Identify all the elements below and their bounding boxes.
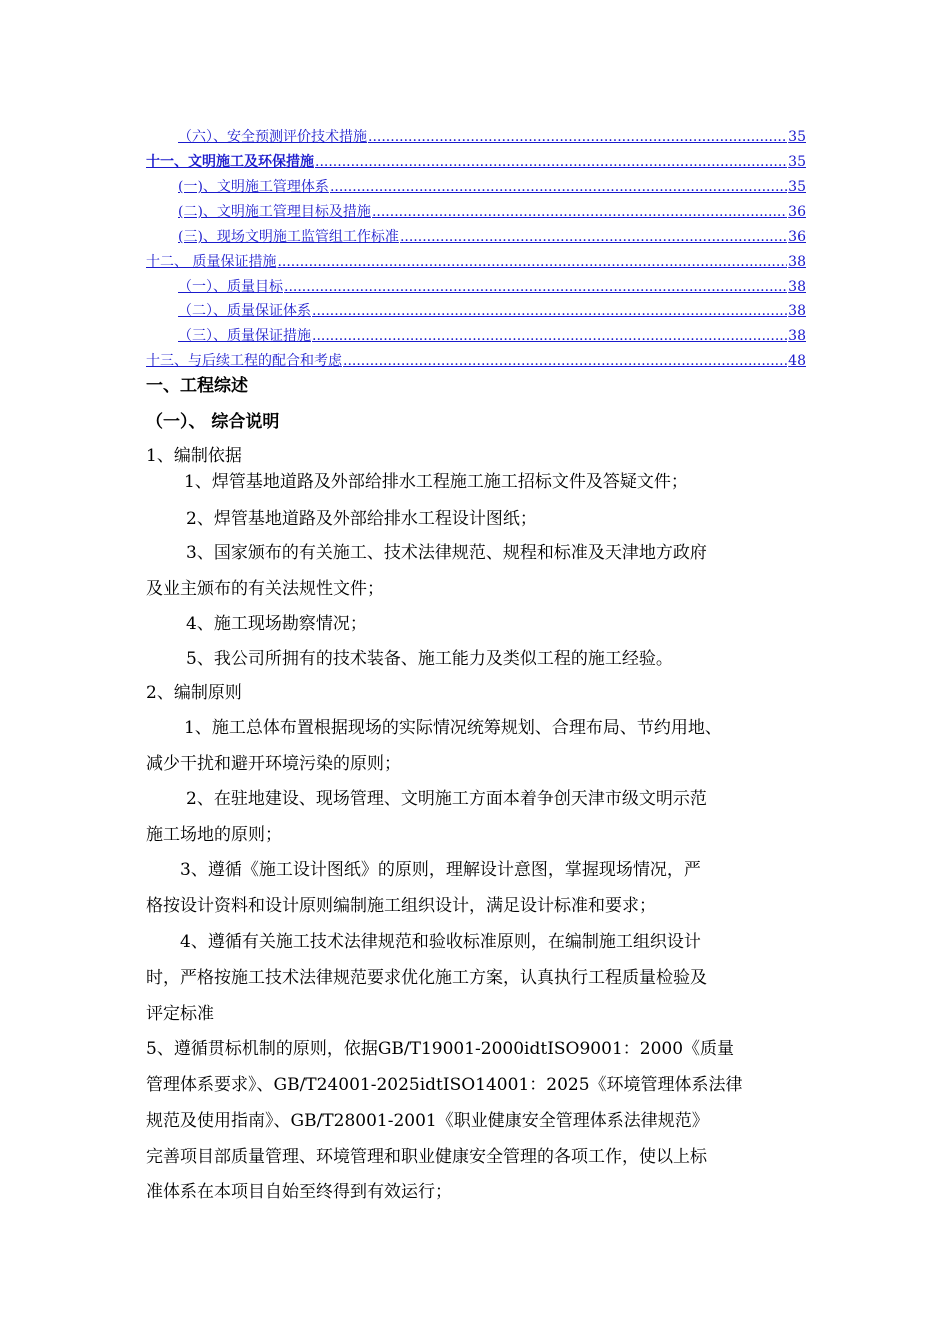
body-line: 2、焊管基地道路及外部给排水工程设计图纸； <box>186 509 537 529</box>
toc-entry-page: 38 <box>788 303 806 319</box>
toc-entry[interactable] <box>146 352 806 370</box>
toc-entry-title: 十二、 质量保证措施 <box>146 254 277 270</box>
body-line: 管理体系要求》、GB/T24001-2025idtISO14001：2025《环境管理体系法律 <box>146 1075 743 1095</box>
toc-leader <box>315 153 787 171</box>
toc-entry-title: (三)、现场文明施工监管组工作标准 <box>178 229 399 245</box>
body-line: 及业主颁布的有关法规性文件； <box>146 579 384 599</box>
body-line: 减少干扰和避开环境污染的原则； <box>146 754 401 774</box>
toc-leader <box>343 352 787 370</box>
toc-leader <box>312 327 787 345</box>
body-line: 完善项目部质量管理、环境管理和职业健康安全管理的各项工作，使以上标 <box>146 1147 707 1167</box>
toc-entry-title: （一）、质量目标 <box>178 279 283 295</box>
body-line: 1、施工总体布置根据现场的实际情况统筹规划、合理布局、节约用地、 <box>184 718 722 738</box>
toc-entry-title: 十三、与后续工程的配合和考虑 <box>146 353 342 369</box>
body-line: 规范及使用指南》、GB/T28001-2001《职业健康安全管理体系法律规范》 <box>146 1111 709 1131</box>
body-line: 时，严格按施工技术法律规范要求优化施工方案，认真执行工程质量检验及 <box>146 968 707 988</box>
subsection-heading: （一）、 综合说明 <box>146 412 280 432</box>
body-line: 4、施工现场勘察情况； <box>186 614 367 634</box>
toc-entry-page: 35 <box>788 179 806 195</box>
toc-entry-page: 48 <box>788 353 806 369</box>
toc-entry[interactable] <box>178 128 806 146</box>
toc-entry[interactable] <box>178 203 806 221</box>
body-line: 评定标准 <box>146 1004 214 1024</box>
toc-entry-page: 35 <box>788 129 806 145</box>
toc-leader <box>368 128 787 146</box>
toc-entry-title: (二)、文明施工管理目标及措施 <box>178 204 371 220</box>
toc-leader <box>372 203 787 221</box>
body-line: 2、编制原则 <box>146 683 242 703</box>
body-line: 格按设计资料和设计原则编制施工组织设计，满足设计标准和要求； <box>146 896 656 916</box>
toc-leader <box>277 253 787 271</box>
section-heading: 一、工程综述 <box>146 376 248 396</box>
toc-entry-page: 38 <box>788 328 806 344</box>
toc-entry-title: 十一、文明施工及环保措施 <box>146 154 314 170</box>
toc-entry[interactable] <box>178 302 806 320</box>
body-line: 4、遵循有关施工技术法律规范和验收标准原则，在编制施工组织设计 <box>180 932 701 952</box>
toc-entry[interactable] <box>146 253 806 271</box>
toc-entry-page: 36 <box>788 204 806 220</box>
toc-leader <box>400 228 787 246</box>
toc-entry[interactable] <box>146 153 806 171</box>
toc-entry-title: （六）、安全预测评价技术措施 <box>178 129 367 145</box>
body-line: 2、在驻地建设、现场管理、文明施工方面本着争创天津市级文明示范 <box>186 789 707 809</box>
toc-leader <box>330 178 787 196</box>
toc-entry-page: 38 <box>788 279 806 295</box>
body-line: 3、国家颁布的有关施工、技术法律规范、规程和标准及天津地方政府 <box>186 543 707 563</box>
toc-leader <box>284 278 787 296</box>
toc-entry[interactable] <box>178 327 806 345</box>
toc-entry[interactable] <box>178 228 806 246</box>
toc-entry-page: 35 <box>788 154 806 170</box>
toc-entry[interactable] <box>178 278 806 296</box>
body-line: 施工场地的原则； <box>146 825 282 845</box>
body-line: 准体系在本项目自始至终得到有效运行； <box>146 1182 452 1202</box>
toc-entry-title: （三）、质量保证措施 <box>178 328 311 344</box>
toc-entry-page: 38 <box>788 254 806 270</box>
body-line: 3、遵循《施工设计图纸》的原则，理解设计意图，掌握现场情况，严 <box>180 860 701 880</box>
toc-entry[interactable] <box>178 178 806 196</box>
body-line: 1、编制依据 <box>146 446 242 466</box>
toc-entry-page: 36 <box>788 229 806 245</box>
body-line: 5、遵循贯标机制的原则，依据GB/T19001-2000idtISO9001：2000《质量 <box>146 1039 735 1059</box>
toc-entry-title: （二）、质量保证体系 <box>178 303 311 319</box>
toc-leader <box>312 302 787 320</box>
body-line: 1、焊管基地道路及外部给排水工程施工施工招标文件及答疑文件； <box>184 472 688 492</box>
toc-entry-title: (一)、文明施工管理体系 <box>178 179 329 195</box>
body-line: 5、我公司所拥有的技术装备、施工能力及类似工程的施工经验。 <box>186 649 673 669</box>
